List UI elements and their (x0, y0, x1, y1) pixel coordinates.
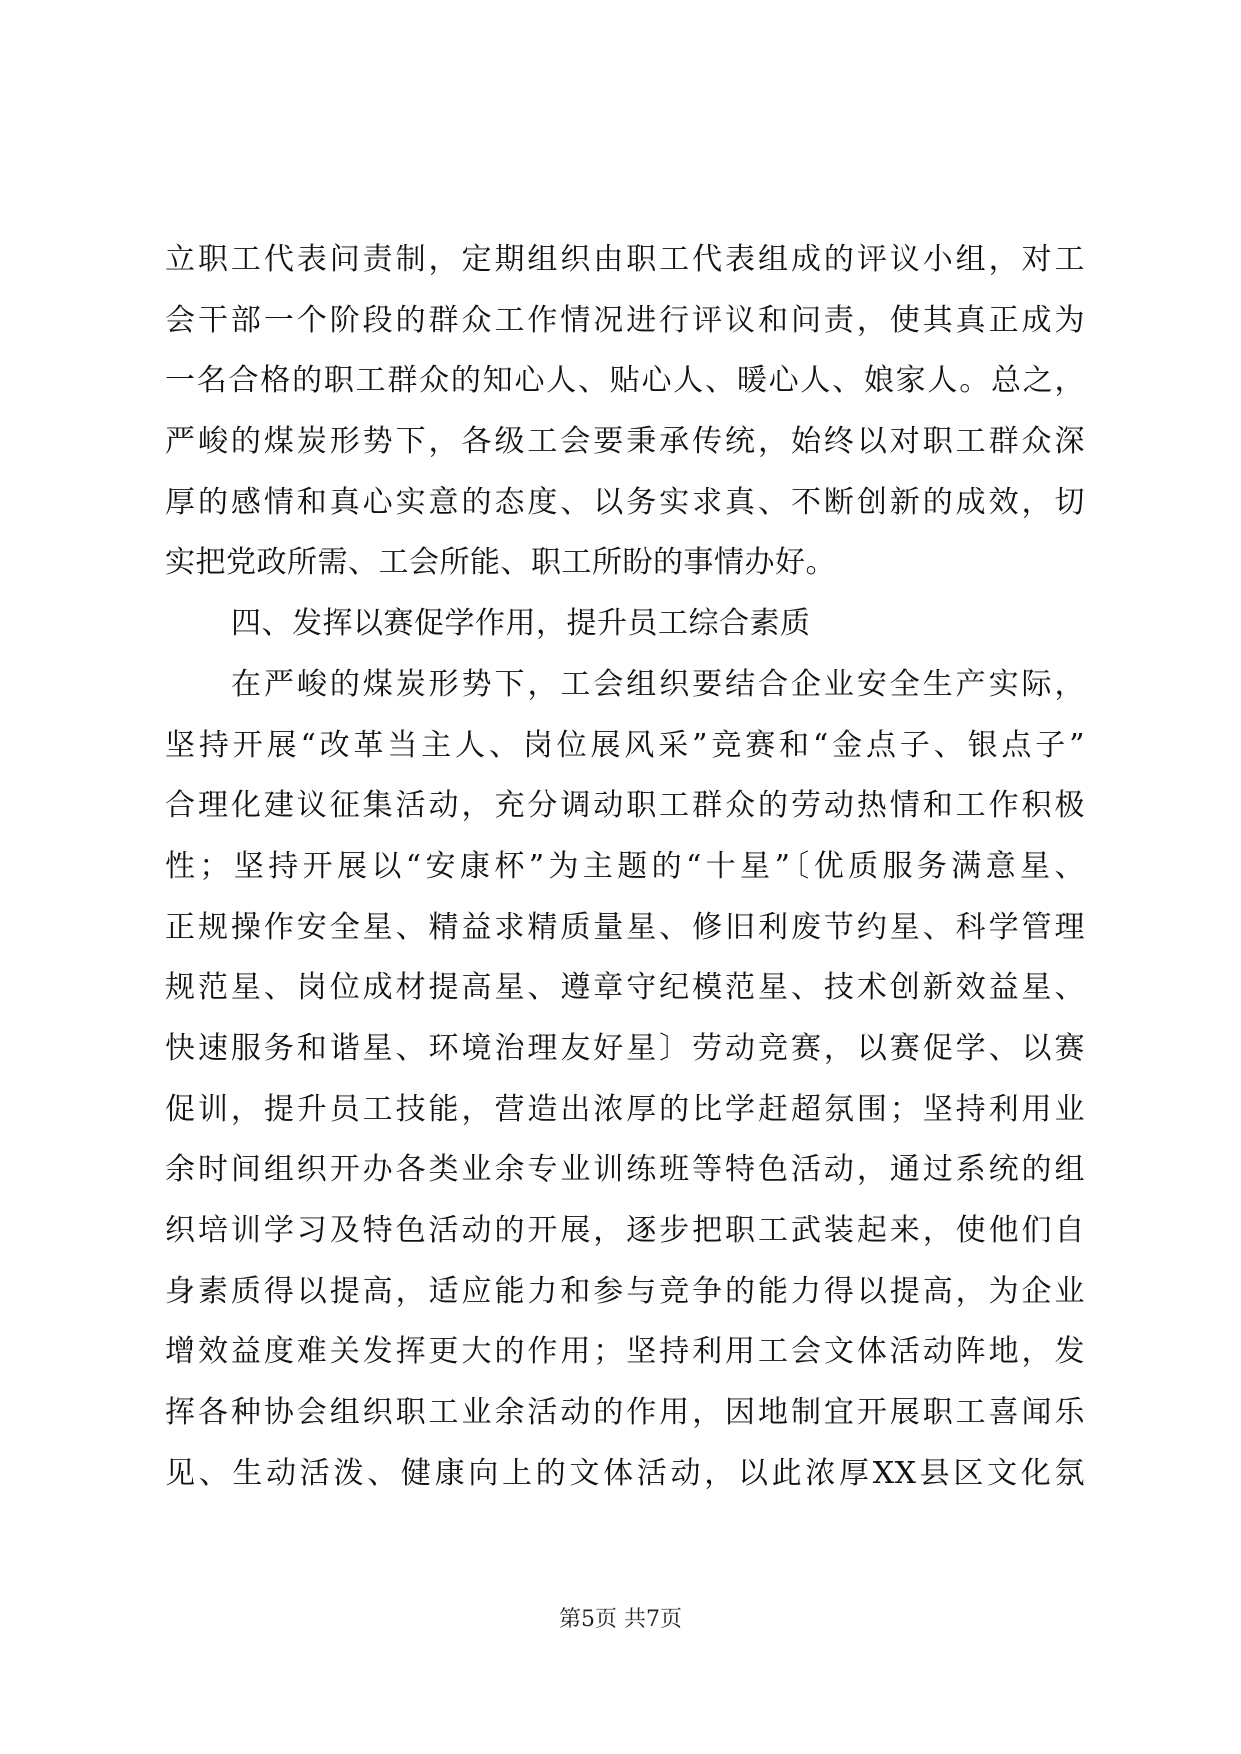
text-line: 增效益度难关发挥更大的作用；坚持利用工会文体活动阵地，发 (165, 1334, 1085, 1370)
text-line: 快速服务和谐星、环境治理友好星〕劳动竞赛，以赛促学、以赛 (165, 1030, 1085, 1066)
text-line: 身素质得以提高，适应能力和参与竞争的能力得以提高，为企业 (165, 1273, 1085, 1309)
document-body (165, 230, 1085, 1504)
text-line: 实把党政所需、工会所能、职工所盼的事情办好。 (165, 545, 836, 581)
text-line: 立职工代表问责制，定期组织由职工代表组成的评议小组，对工 (165, 242, 1085, 277)
text-line: 余时间组织开办各类业余专业训练班等特色活动，通过系统的组 (165, 1152, 1085, 1188)
text-line: 挥各种协会组织职工业余活动的作用，因地制宜开展职工喜闻乐 (165, 1395, 1085, 1431)
text-line: 性；坚持开展以“安康杯”为主题的“十星”〔优质服务满意星、 (165, 848, 1085, 884)
text-line: 坚持开展“改革当主人、岗位展风采”竞赛和“金点子、银点子” (165, 727, 1085, 763)
text-line: 见、生动活泼、健康向上的文体活动，以此浓厚XX县区文化氛 (165, 1455, 1085, 1491)
text-line: 合理化建议征集活动，充分调动职工群众的劳动热情和工作积极 (165, 788, 1085, 824)
text-line: 织培训学习及特色活动的开展，逐步把职工武装起来，使他们自 (165, 1213, 1085, 1248)
text-line: 在严峻的煤炭形势下，工会组织要结合企业安全生产实际， (231, 666, 1085, 702)
text-line: 一名合格的职工群众的知心人、贴心人、暖心人、娘家人。总之， (165, 363, 1085, 399)
text-line: 促训，提升员工技能，营造出浓厚的比学赶超氛围；坚持利用业 (165, 1091, 1085, 1127)
text-line: 严峻的煤炭形势下，各级工会要秉承传统，始终以对职工群众深 (165, 424, 1085, 460)
text-line: 正规操作安全星、精益求精质量星、修旧利废节约星、科学管理 (165, 909, 1085, 945)
section-heading: 四、发挥以赛促学作用，提升员工综合素质 (231, 606, 811, 642)
text-line: 会干部一个阶段的群众工作情况进行评议和问责，使其真正成为 (165, 302, 1085, 338)
text-line: 厚的感情和真心实意的态度、以务实求真、不断创新的成效，切 (165, 484, 1085, 520)
page-footer: 第5页 共7页 (559, 1607, 682, 1632)
text-line: 规范星、岗位成材提高星、遵章守纪模范星、技术创新效益星、 (165, 970, 1085, 1006)
